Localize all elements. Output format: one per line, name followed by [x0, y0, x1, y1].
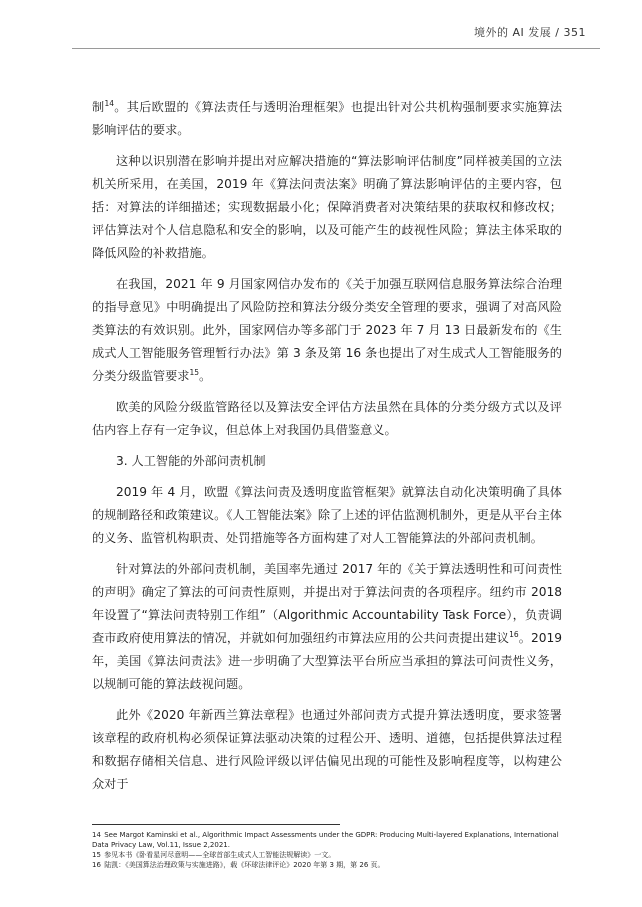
- paragraph-5: 2019 年 4 月，欧盟《算法问责及透明度监管框架》就算法自动化决策明确了具体的规制路径和政策建议。《人工智能法案》除了上述的评估监测机制外，更是从平台主体的义务、监管机构职责、处罚措施等各方面构建了对人工智能算法的外部问责机制。: [92, 485, 562, 545]
- paragraph-3: [92, 273, 562, 388]
- footnote-number: 15: [92, 851, 101, 859]
- paragraph-1-rest: 。其后欧盟的《算法责任与透明治理框架》也提出针对公共机构强制要求实施算法影响评估的要求。: [92, 100, 563, 137]
- paragraph-6-text: 针对算法的外部问责机制，美国率先通过 2017 年的《关于算法透明性和可问责性的声明》确定了算法的可问责性原则，并提出对于算法问责的各项程序。纽约市 2018 年设置了“算法问责特别工作组”（Algorithmic Accountability Task Force），负责调查市政府使用算法的情况，并就如何加强纽约市算法应用的公共问责提出建议: [92, 562, 562, 645]
- header-divider: [72, 48, 600, 49]
- footnote-16: [92, 860, 568, 870]
- paragraph-1: [92, 96, 562, 142]
- footnote-ref-15[interactable]: 15: [189, 367, 200, 377]
- footnote-15: [92, 850, 568, 860]
- footnote-number: 16: [92, 861, 101, 869]
- paragraph-3-end: 。: [199, 369, 212, 383]
- section-heading: 3. 人工智能的外部问责机制: [116, 454, 266, 468]
- paragraph-3-text: 在我国，2021 年 9 月国家网信办发布的《关于加强互联网信息服务算法综合治理的指导意见》中明确提出了风险防控和算法分级分类安全管理的要求，强调了对高风险类算法的有效识别。此外，国家网信办等多部门于 2023 年 7 月 13 日最新发布的《生成式人工智能服务管理暂行办法》第 3 条及第 16 条也提出了对生成式人工智能服务的分类分级监管要求: [92, 277, 562, 383]
- footnote-text: See Margot Kaminski et al., Algorithmic Impact Assessments under the GDPR: Producing Multi-layered Explanations, International Data Privacy Law, Vol.11, Issue 2,2021.: [92, 831, 559, 849]
- paragraph-1-text: 制: [92, 100, 105, 114]
- footnote-ref-16[interactable]: 16: [509, 629, 519, 639]
- footnote-text: 陆凯：《美国算法治理政策与实施进路》，载《环球法律评论》2020 年第 3 期，第 26 页。: [104, 861, 385, 869]
- footnote-text: 参见本书《卧看星河尽意明——全球首部生成式人工智能法规解读》一文。: [104, 851, 336, 859]
- paragraph-6: [92, 558, 562, 696]
- footnote-divider: [92, 824, 340, 825]
- paragraph-4: 欧美的风险分级监管路径以及算法安全评估方法虽然在具体的分类分级方式以及评估内容上存有一定争议，但总体上对我国仍具借鉴意义。: [92, 400, 562, 437]
- running-header: 境外的 AI 发展 / 351: [474, 26, 586, 39]
- footnote-number: 14: [92, 831, 101, 839]
- footnote-14: [92, 830, 568, 850]
- paragraph-6-rest: 。2019 年，美国《算法问责法》进一步明确了大型算法平台所应当承担的算法可问责性义务，以规制可能的算法歧视问题。: [92, 631, 562, 691]
- page-body: [92, 96, 562, 804]
- footnote-ref-14[interactable]: 14: [104, 98, 114, 108]
- paragraph-2: 这种以识别潜在影响并提出对应解决措施的“算法影响评估制度”同样被美国的立法机关所采用，在美国，2019 年《算法问责法案》明确了算法影响评估的主要内容，包括：对算法的详细描述；实现数据最小化；保障消费者对决策结果的获取权和修改权；评估算法对个人信息隐私和安全的影响，以及可能产生的歧视性风险；算法主体采取的降低风险的补救措施。: [92, 154, 562, 260]
- paragraph-7: 此外《2020 年新西兰算法章程》也通过外部问责方式提升算法透明度，要求签署该章程的政府机构必须保证算法驱动决策的过程公开、透明、道德，包括提供算法过程和数据存储相关信息、进行风险评级以评估偏见出现的可能性及影响程度等，以构建公众对于: [92, 708, 562, 791]
- footnotes: [92, 830, 568, 870]
